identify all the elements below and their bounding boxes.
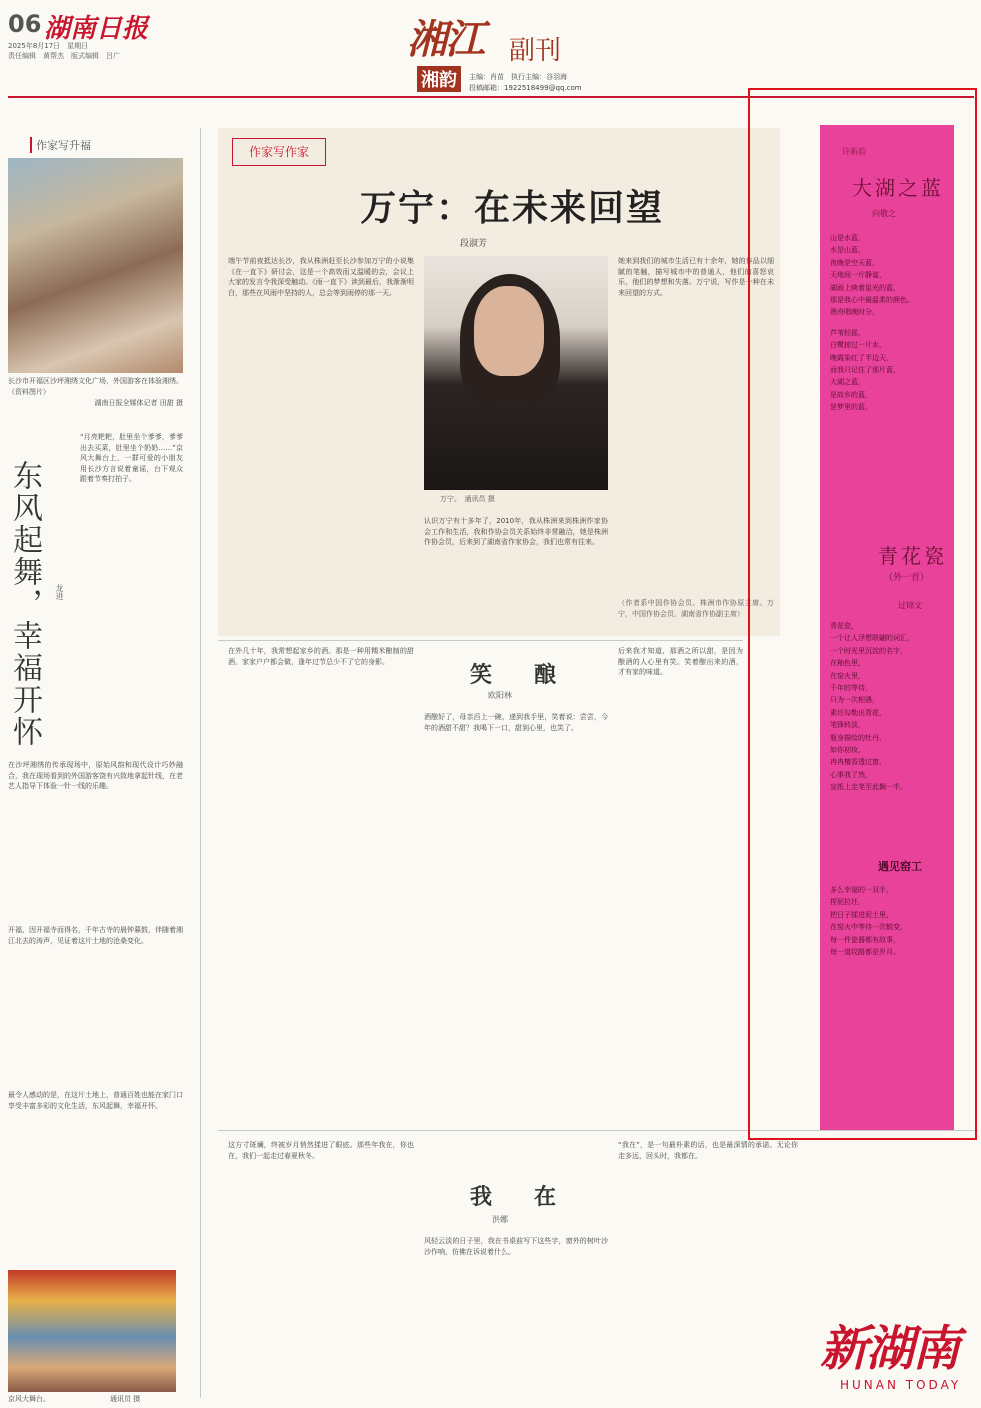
- editors-line: 主编：肖苗 执行主编：谷羽海: [469, 73, 567, 81]
- author-banner: 作家写作家: [232, 138, 326, 166]
- poem-line: 大湖之蓝，: [830, 378, 865, 387]
- poem-line: 而我只记住了那片蓝，: [830, 366, 900, 375]
- left-article-body-3: 最令人感动的是，在这片土地上，普通百姓也能在家门口享受丰富多彩的文化生活，东风起舞，幸福开怀。: [8, 1091, 183, 1110]
- poem-line: 多么幸福的一双手，: [830, 886, 893, 894]
- poem-line: 是故乡的蓝，: [830, 390, 872, 399]
- left-article-title: 东风起舞，幸福开怀: [7, 460, 42, 748]
- editor-line: 责任编辑 黄帮杰 版式编辑 吕广: [8, 52, 120, 60]
- xiaoniang-body-right: 后来我才知道，那酒之所以甜，是因为酿酒的人心里有笑。笑着酿出来的酒，才有家的味道。: [618, 647, 743, 677]
- poem-line: 只为一次相遇，: [830, 696, 879, 705]
- xiaoniang-body-left: 在外几十年，我常想起家乡的酒。那是一种用糯米酿制的甜酒，家家户户都会做，逢年过节总少不了它的身影。: [228, 647, 414, 666]
- poem-line: 千年的等待，: [830, 684, 872, 693]
- xiaoniang-author: 欧阳林: [488, 691, 512, 700]
- photo2-caption: 京风大舞台。: [8, 1395, 50, 1403]
- left-article-body-2: 开福，因开福寺而得名，千年古寺的晨钟暮鼓，伴随着湘江北去的涛声，见证着这片土地的沧桑变化。: [8, 926, 183, 945]
- wozai-title: 我 在: [470, 1184, 567, 1210]
- poem2-subtitle: （外一首）: [884, 573, 930, 583]
- paper-name-logo: 湖南日报: [44, 14, 149, 44]
- left-article-body-1: 在沙坪湘绣的传承现场中，原始风韵和现代设计巧妙融合，我在现场看到的外国游客饶有兴致地拿起针线，在老艺人指导下体验一针一线的乐趣。: [8, 761, 183, 791]
- poem-line: 湖面上映着星光的蓝，: [830, 283, 900, 292]
- poem-line: 青花瓷，: [830, 622, 858, 630]
- poem-line: 水是山蓝，: [830, 246, 865, 255]
- xiaoniang-body-middle: 酒酿好了，母亲舀上一碗，递到我手里，笑着说：尝尝，今年的酒甜不甜？我喝下一口，甜到心里，也笑了。: [424, 713, 608, 732]
- poem-line: 每一道纹路都是岁月。: [830, 948, 900, 957]
- column-divider-left: [200, 128, 201, 1398]
- wozai-body-left: 这方寸斑斓，终被岁月悄然揉进了眼底。那些年我在，你也在，我们一起走过春夏秋冬。: [228, 1141, 414, 1160]
- poem-line: 捏泥拉坯，: [830, 898, 865, 907]
- poem-line: 那是我心中最温柔的颜色。: [830, 296, 914, 305]
- portrait-caption: 万宁。 通讯员 摄: [440, 495, 495, 503]
- photo2-credit: 通讯员 摄: [110, 1395, 141, 1403]
- poem-line: 素坯勾勒出青花，: [830, 708, 886, 717]
- poem-line: 夜晚是空天蓝，: [830, 258, 879, 267]
- xiaoniang-title: 笑 酿: [470, 662, 567, 688]
- main-article-body-right: 她来到我们的城市生活已有十余年，她的作品以细腻的笔触，描写城市中的普通人，他们的喜怒哀乐，他们的梦想和失落。万宁说，写作是一种在未来回望的方式。: [618, 257, 774, 297]
- main-article-note: （作者系中国作协会员、株洲市作协原主席。万宁，中国作协会员，湖南省作协副主席）: [618, 599, 774, 618]
- poem-line: 每一件瓷器都有故事，: [830, 935, 900, 944]
- wozai-body-right: “我在”，是一句最朴素的话，也是最深情的承诺。无论你走多远，回头时，我都在。: [618, 1141, 798, 1160]
- poem-line: 是梦里的蓝。: [830, 403, 872, 412]
- photo-stage: [8, 1270, 176, 1392]
- portrait-face: [474, 286, 544, 376]
- logo-main-text: 湘江: [407, 16, 483, 63]
- poem2-body: [830, 620, 948, 794]
- poem-line: 瓶身描绘的牡丹，: [830, 733, 886, 742]
- poem-line: 笔锋转淡，: [830, 721, 865, 730]
- poem-line: 在窑火中等待一次蜕变，: [830, 923, 907, 932]
- wozai-author: 洪娜: [492, 1215, 508, 1224]
- poem3-body: [830, 884, 948, 958]
- poem-line: 在釉色里，: [830, 659, 865, 668]
- watermark-logo: 新湖南: [820, 1321, 959, 1377]
- wozai-body-middle: 风轻云淡的日子里，我在书桌前写下这些字，窗外的树叶沙沙作响，仿佛在诉说着什么。: [424, 1237, 608, 1256]
- poem-line: 宣纸上走笔至此搁一半。: [830, 783, 907, 792]
- poem2-title: 青花瓷: [878, 544, 947, 568]
- poetry-section-label: 诗新韵: [842, 147, 866, 156]
- poem1-author: 向敬之: [872, 209, 896, 218]
- poem-line: 渔舟唱晚时分，: [830, 308, 879, 317]
- poem-line: 山是水蓝，: [830, 234, 865, 242]
- main-article-title: 万宁：在未来回望: [360, 187, 665, 229]
- divider-1: [218, 640, 743, 641]
- poem3-title: 遇见窑工: [878, 860, 922, 873]
- poem-line: 心事我了然，: [830, 770, 872, 779]
- left-section-label: 作家写升福: [30, 137, 91, 153]
- poem-line: 把日子揉进泥土里，: [830, 910, 893, 919]
- poem2-author: 过锦文: [898, 601, 922, 610]
- poem-line: 一个时光里沉淀的名字，: [830, 646, 907, 655]
- poem1-title: 大湖之蓝: [852, 176, 944, 200]
- photo1-caption: 长沙市开福区沙坪湘绣文化广场，外国游客在体验湘绣。（资料图片）: [8, 377, 183, 396]
- date-line: 2025年8月17日 星期日: [8, 42, 89, 50]
- watermark-subtitle: HUNAN TODAY: [840, 1378, 962, 1392]
- poem-line: 芦苇轻摇，: [830, 328, 865, 337]
- logo-fukan-text: 副刊: [509, 36, 562, 66]
- main-article-author: 段淑芳: [460, 239, 488, 249]
- poem-line: 一个让人浮想联翩的词汇，: [830, 634, 914, 643]
- page-number: 06: [8, 10, 42, 38]
- poem-line: 白鹭掠过一片水，: [830, 341, 886, 350]
- poem-line: 冉冉檀香透过窗，: [830, 758, 886, 767]
- poem1-body: [830, 232, 948, 414]
- poem-line: 天地间一片静谧，: [830, 271, 886, 280]
- photo1-credit: 湖南日报全媒体记者 田甜 摄: [94, 399, 183, 407]
- supplement-logo: [407, 8, 599, 90]
- poem-line: 晚霞染红了半边天，: [830, 353, 893, 362]
- main-article-body-middle: 认识万宁有十多年了，2010年，我从株洲来到株洲作家协会工作和生活，我和作协会员关系始终非常融洽，她是株洲作协会员，后来到了湖南省作家协会，我们也常有往来。: [424, 517, 608, 547]
- author-portrait: [424, 256, 608, 490]
- left-article-intro: “月亮粑粑，肚里坐个爹爹，爹爹出去买菜，肚里坐个奶奶……”京风大舞台上，一群可爱的小朋友用长沙方言说着童谣，台下观众跟着节奏打拍子。: [80, 433, 183, 484]
- photo-embroidery-tourists: [8, 158, 183, 373]
- email-line: 投稿邮箱：1922518499@qq.com: [469, 84, 582, 92]
- main-article-body-left: 端午节前夜抵达长沙，我从株洲赶至长沙参加万宁的小说集《在一直下》研讨会，这是一个高效而又温暖的会，会议上大家的发言令我深受触动。《雨一直下》读到最后，我渐渐明白，那些在风雨中坚持的人，总会等到雨停的那一天。: [228, 257, 414, 297]
- left-article-author: 龙进: [55, 584, 64, 600]
- poem-line: 在窑火里，: [830, 671, 865, 680]
- poem-line: 如你初妆，: [830, 746, 865, 755]
- logo-sub-text: 湘韵: [417, 66, 461, 92]
